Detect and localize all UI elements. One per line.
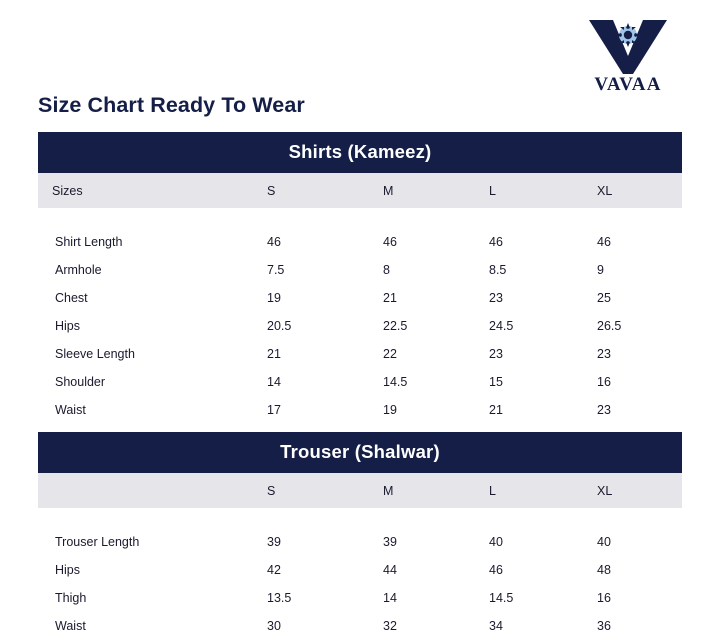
column-header-xl: XL (583, 473, 682, 508)
row-value-s: 20.5 (267, 319, 292, 333)
row-value-xl: 40 (597, 535, 611, 549)
row-label: Sleeve Length (55, 347, 135, 361)
row-value-xl: 25 (597, 291, 611, 305)
row-value-m: 22.5 (383, 319, 408, 333)
column-header-sizes: Sizes (38, 173, 253, 208)
row-label: Waist (55, 619, 86, 633)
row-label: Thigh (55, 591, 87, 605)
row-value-xl: 36 (597, 619, 611, 633)
row-value-xl: 23 (597, 347, 611, 361)
column-header-s: S (253, 173, 363, 208)
brand-name: VAVAA (594, 74, 662, 95)
row-value-s: 39 (267, 535, 281, 549)
column-header-l: L (473, 473, 583, 508)
row-label: Armhole (55, 263, 102, 277)
row-value-m: 46 (383, 235, 397, 249)
row-value-l: 46 (489, 235, 503, 249)
column-header-blank (38, 473, 253, 508)
row-label: Chest (55, 291, 88, 305)
table-header-row (38, 173, 682, 208)
column-header-s: S (253, 473, 363, 508)
row-label: Trouser Length (55, 535, 140, 549)
shirts-size-table (38, 173, 682, 424)
row-value-m: 21 (383, 291, 397, 305)
row-value-xl: 26.5 (597, 319, 622, 333)
row-label: Hips (55, 563, 81, 577)
row-value-l: 21 (489, 403, 503, 417)
row-value-l: 40 (489, 535, 503, 549)
table-row (38, 256, 682, 284)
section-header-trouser: Trouser (Shalwar) (38, 432, 682, 473)
row-value-l: 23 (489, 291, 503, 305)
row-value-m: 14 (383, 591, 397, 605)
column-header-m: M (363, 473, 473, 508)
row-value-l: 14.5 (489, 591, 514, 605)
row-label: Hips (55, 319, 81, 333)
row-value-s: 42 (267, 563, 281, 577)
row-value-s: 21 (267, 347, 281, 361)
row-value-xl: 48 (597, 563, 611, 577)
row-value-s: 13.5 (267, 591, 292, 605)
row-value-xl: 16 (597, 375, 611, 389)
table-row (38, 396, 682, 424)
column-header-xl: XL (583, 173, 682, 208)
row-value-s: 17 (267, 403, 281, 417)
row-value-m: 8 (383, 263, 390, 277)
row-value-xl: 23 (597, 403, 611, 417)
row-value-l: 23 (489, 347, 503, 361)
row-value-xl: 9 (597, 263, 604, 277)
row-value-l: 34 (489, 619, 503, 633)
section-gap (38, 424, 682, 432)
brand-logo (574, 18, 682, 96)
row-value-m: 22 (383, 347, 397, 361)
spacer (38, 208, 682, 228)
row-label: Shoulder (55, 375, 106, 389)
table-row (38, 368, 682, 396)
spacer (38, 508, 682, 528)
table-row (38, 312, 682, 340)
column-header-m: M (363, 173, 473, 208)
row-value-s: 19 (267, 291, 281, 305)
column-header-l: L (473, 173, 583, 208)
table-row (38, 584, 682, 612)
vavaa-v-monogram-logo-icon (587, 18, 669, 76)
row-value-m: 19 (383, 403, 397, 417)
table-row (38, 528, 682, 556)
table-row (38, 556, 682, 584)
page-title: Size Chart Ready To Wear (38, 93, 305, 117)
row-value-m: 14.5 (383, 375, 408, 389)
row-value-s: 14 (267, 375, 281, 389)
row-value-s: 30 (267, 619, 281, 633)
trouser-size-table (38, 473, 682, 640)
row-value-m: 32 (383, 619, 397, 633)
row-value-s: 46 (267, 235, 281, 249)
table-row (38, 284, 682, 312)
row-label: Shirt Length (55, 235, 123, 249)
row-value-l: 46 (489, 563, 503, 577)
row-value-xl: 46 (597, 235, 611, 249)
row-value-m: 44 (383, 563, 397, 577)
row-value-l: 8.5 (489, 263, 507, 277)
size-tables (38, 132, 682, 640)
section-header-shirts: Shirts (Kameez) (38, 132, 682, 173)
table-row (38, 228, 682, 256)
row-value-m: 39 (383, 535, 397, 549)
row-value-xl: 16 (597, 591, 611, 605)
table-row (38, 612, 682, 640)
row-value-l: 24.5 (489, 319, 514, 333)
row-value-l: 15 (489, 375, 503, 389)
table-row (38, 340, 682, 368)
row-label: Waist (55, 403, 86, 417)
table-header-row (38, 473, 682, 508)
row-value-s: 7.5 (267, 263, 285, 277)
